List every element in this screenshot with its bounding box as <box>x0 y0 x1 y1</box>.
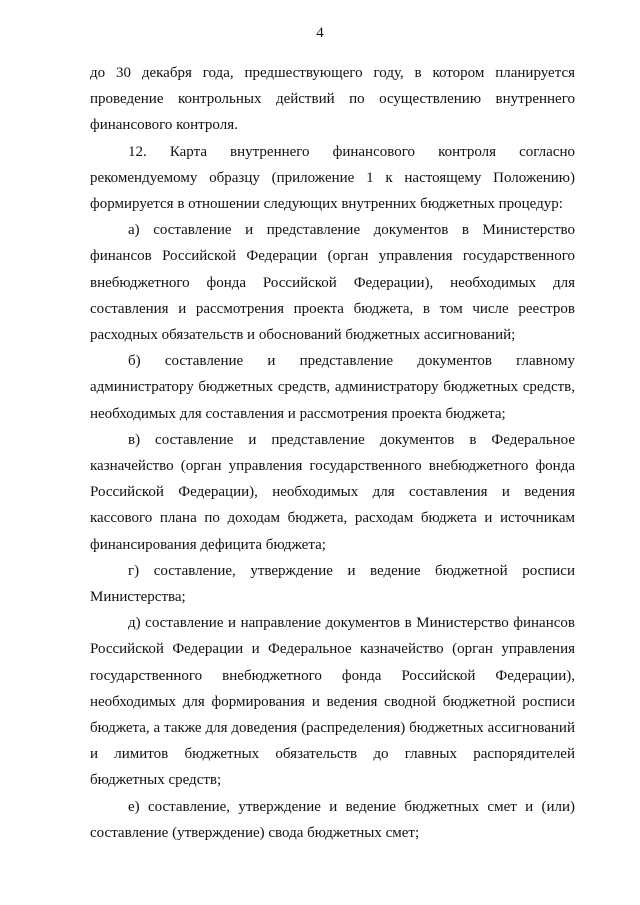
paragraph-item-12: 12. Карта внутреннего финансового контроля согласно рекомендуемому образцу (приложение 1 к настоящему Положению) формируется в отношении следующих внутренних бюджетных процедур: <box>90 143 575 213</box>
paragraph-item-a: а) составление и представление документов в Министерство финансов Российской Федерации (орган управления государственного внебюджетного фонда Российской Федерации), необходимых для составления и рассмотрения проекта бюджета, в том числе реестров расходных обязательств и обоснований бюджетных ассигнований; <box>90 222 575 344</box>
paragraph-item-b: б) составление и представление документов главному администратору бюджетных средств, администратору бюджетных средств, необходимых для составления и рассмотрения проекта бюджета; <box>90 353 575 422</box>
paragraph-item-d: д) составление и направление документов в Министерство финансов Российской Федерации и Федеральное казначейство (орган управления государственного внебюджетного фонда Российской Федерации), необходимых для формирования и ведения сводной бюджетной росписи бюджета, а также для доведения (распределения) бюджетных ассигнований и лимитов бюджетных обязательств до главных распорядителей бюджетных средств; <box>90 615 575 789</box>
paragraph-item-v: в) составление и представление документов в Федеральное казначейство (орган управления государственного внебюджетного фонда Российской Федерации), необходимых для составления и ведения кассового плана по доходам бюджета, расходам бюджета и источникам финансирования дефицита бюджета; <box>90 431 575 553</box>
page-number: 4 <box>316 25 324 41</box>
paragraph-continuation: до 30 декабря года, предшествующего году, в котором планируется проведение контрольных действий по осуществлению внутреннего финансового контроля. <box>90 65 575 134</box>
paragraph-item-g: г) составление, утверждение и ведение бюджетной росписи Министерства; <box>90 562 575 606</box>
paragraph-item-e: е) составление, утверждение и ведение бюджетных смет и (или) составление (утверждение) свода бюджетных смет; <box>90 798 575 841</box>
document-body <box>90 60 575 846</box>
